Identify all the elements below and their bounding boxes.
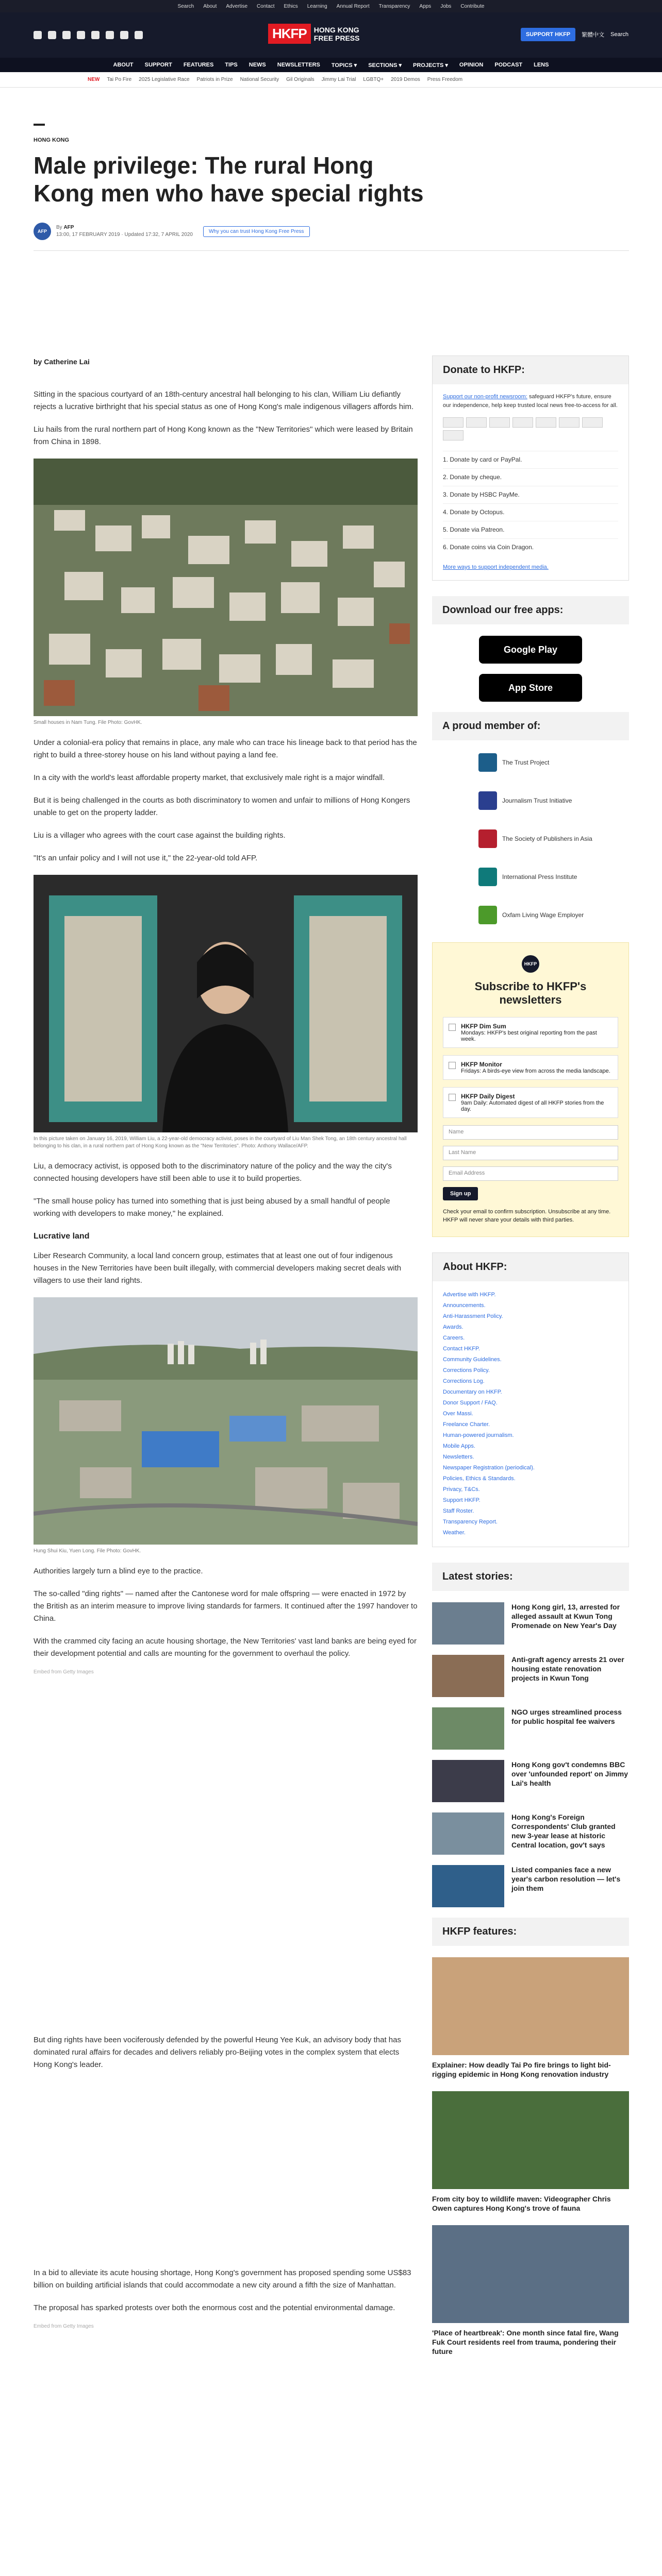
feature-title[interactable]: 'Place of heartbreak': One month since fatal fire, Wang Fuk Court residents reel from trauma, pondering their future [432,2329,619,2355]
language-link[interactable]: 繁體中文 [582,32,605,38]
trending-item[interactable]: 2019 Demos [391,77,420,82]
topbar-apps[interactable]: Apps [419,3,432,9]
latest-title: Latest stories: [432,1563,629,1591]
story-card[interactable] [432,1655,629,1697]
member-logo[interactable] [478,828,629,850]
about-link[interactable]: Staff Roster. [443,1508,474,1514]
telegram-icon[interactable] [120,31,128,39]
byline-dates: 13:00, 17 FEBRUARY 2019 · Updated 17:32, 7 APRIL 2020 [56,232,193,238]
paragraph: "It's an unfair policy and I will not use it," the 22-year-old told AFP. [34,854,258,862]
story-card[interactable] [432,1602,629,1645]
newsletter-desc: Mondays: HKFP's best original reporting from the past week. [461,1030,597,1042]
about-link[interactable]: Freelance Charter. [443,1421,490,1428]
topbar-learning[interactable]: Learning [307,3,327,9]
nav-about[interactable]: ABOUT [113,62,134,68]
byline-text [56,224,193,239]
app-store-label: App Store [508,682,553,693]
feature-card[interactable] [432,1957,629,2079]
section-heading: Lucrative land [34,1232,90,1241]
newsletter-box [432,942,629,1237]
trending-item[interactable]: 2025 Legislative Race [139,77,190,82]
more-ways-link[interactable]: More ways to support independent media. [443,564,549,570]
member-name: Journalism Trust Initiative [502,797,572,804]
feature-title[interactable]: From city boy to wildlife maven: Videographer Chris Owen captures Hong Kong's trove of fauna [432,2195,611,2212]
feature-image [432,1957,629,2055]
about-link[interactable]: Corrections Log. [443,1378,485,1384]
nav-support[interactable]: SUPPORT [144,62,172,68]
donate-title: Donate to HKFP: [433,356,628,384]
threads-icon[interactable] [77,31,85,39]
story-thumbnail [432,1760,504,1802]
nav-newsletters[interactable]: NEWSLETTERS [277,62,320,68]
member-logos [432,752,629,926]
paragraph: Liu hails from the rural northern part of Hong Kong known as the "New Territories" which were leased by Britain from China in 1898. [34,425,413,446]
visa-icon [466,417,487,428]
donate-option[interactable]: 2. Donate by cheque. [443,468,618,486]
apps-title: Download our free apps: [432,596,629,624]
topbar-transparency[interactable]: Transparency [378,3,410,9]
member-name: International Press Institute [502,873,577,880]
donate-option[interactable]: 6. Donate coins via Coin Dragon. [443,538,618,556]
embed-space [34,2081,418,2267]
newsletter-option[interactable] [443,1087,618,1118]
about-link[interactable]: Advertise with HKFP. [443,1292,496,1298]
paragraph: "The small house policy has turned into something that is just being abused by a small handful of people working with developers to make money," he explained. [34,1197,390,1218]
topbar-ethics[interactable]: Ethics [284,3,298,9]
nav-tips[interactable]: TIPS [225,62,238,68]
story-thumbnail [432,1602,504,1645]
article-header [0,88,662,251]
donate-option[interactable]: 4. Donate by Octopus. [443,503,618,521]
member-name: The Society of Publishers in Asia [502,835,592,842]
feature-card[interactable] [432,2225,629,2356]
about-link[interactable]: Newsletters. [443,1454,474,1460]
amex-icon [489,417,510,428]
topbar-contribute[interactable]: Contribute [460,3,485,9]
donate-options [443,451,618,556]
latest-stories [432,1602,629,1907]
nav-lens[interactable]: LENS [534,62,549,68]
unionpay-icon [536,417,556,428]
author-avatar[interactable]: AFP [34,223,51,240]
ipi-icon [478,868,497,886]
logo-text [314,26,360,42]
newsletter-name: HKFP Daily Digest [461,1093,515,1100]
payme-icon [559,417,580,428]
about-box [432,1252,629,1547]
about-link[interactable]: Transparency Report. [443,1519,498,1525]
about-links [433,1281,628,1547]
paragraph: But it is being challenged in the courts as both discriminatory to women and unfair to millions of Hong Kongers unable to get on the property ladder. [34,796,410,817]
paragraph: But ding rights have been vociferously defended by the powerful Heung Yee Kuk, an advisory body that has dominated rural affairs for decades and delivers reliably pro-Beijing votes in the complex system that elects Hong Kong's leader. [34,2036,401,2069]
trending-bar [0,72,662,88]
google-play-label: Google Play [503,644,558,655]
trending-item[interactable]: LGBTQ+ [363,77,384,82]
about-link[interactable]: Over Massi. [443,1411,473,1417]
header-search-link[interactable]: Search [610,31,628,38]
member-logo[interactable] [478,752,629,773]
topbar-contact[interactable]: Contact [257,3,275,9]
about-link[interactable]: Privacy, T&Cs. [443,1486,480,1493]
story-card[interactable] [432,1812,629,1855]
topbar-annual-report[interactable]: Annual Report [336,3,370,9]
instagram-icon[interactable] [62,31,71,39]
donate-option[interactable]: 1. Donate by card or PayPal. [443,451,618,468]
newsletter-option[interactable] [443,1055,618,1080]
trending-item[interactable]: Jimmy Lai Trial [321,77,356,82]
portrait-photo-illustration [34,875,418,1132]
photo-caption: In this picture taken on January 16, 2019, William Liu, a 22-year-old democracy activist, poses in the courtyard of Liu Man Shek Tong, an 18th century ancestral hall belonging to his clan, in a rural northern part of Hong Kong known as the "New Territories". Photo: Anthony Wallace/AFP. [34,1136,407,1149]
about-link[interactable]: Careers. [443,1335,465,1341]
donate-text: safeguard HKFP's future, ensure our independence, help keep trusted local news free-to-access for all. [443,394,618,409]
about-link[interactable]: Newspaper Registration (periodical). [443,1465,535,1471]
story-thumbnail [432,1655,504,1697]
story-thumbnail [432,1865,504,1907]
embed-credit[interactable]: Embed from Getty Images [34,1669,94,1675]
story-title[interactable]: Hong Kong's Foreign Correspondents' Club granted new 3-year lease at historic Central location, gov't says [511,1813,616,1849]
kicker-rule [34,124,45,126]
app-store-button[interactable] [479,674,582,702]
top-utility-bar [0,0,662,12]
aerial-photo-illustration [34,1297,418,1545]
about-title: About HKFP: [433,1253,628,1281]
mastercard-icon [443,417,464,428]
newsletter-note: Check your email to confirm subscription. Unsubscribe at any time. HKFP will never share your details with third parties. [443,1209,611,1223]
paragraph: Sitting in the spacious courtyard of an 18th-century ancestral hall belonging to his clan, William Liu defiantly rejects a lucrative birthright that his special status as one of Hong Kong's male indigenous villagers affords him. [34,390,414,411]
trending-item[interactable]: Tai Po Fire [107,77,132,82]
topbar-jobs[interactable]: Jobs [440,3,452,9]
newsletter-badge: HKFP [522,955,539,973]
story-thumbnail [432,1707,504,1750]
story-thumbnail [432,1812,504,1855]
paragraph: With the crammed city facing an acute housing shortage, the New Territories' vast land banks are being eyed for their development potential and calls are mounting for the government to overhaul the policy. [34,1637,417,1658]
paragraph: Under a colonial-era policy that remains in place, any male who can trace his lineage back to that period has the right to build a three-storey house on his land without paying a land fee. [34,738,417,759]
about-link[interactable]: Policies, Ethics & Standards. [443,1476,516,1482]
member-title: A proud member of: [432,712,629,740]
name-input[interactable]: Name [443,1125,618,1140]
trending-item[interactable]: Gil Originals [286,77,315,82]
byline [34,223,629,251]
byline-by: By [56,225,62,230]
youtube-icon[interactable] [106,31,114,39]
about-link[interactable]: Community Guidelines. [443,1357,502,1363]
paragraph: The so-called "ding rights" — named after the Cantonese word for male offspring — were enacted in 1972 by the British as an interim measure to improve living standards for farmers. It continued after the 1997 handover to China. [34,1589,418,1623]
houses-photo-illustration [34,459,418,716]
logo-line-2: FREE PRESS [313,33,360,42]
paragraph: Liber Research Community, a local land concern group, estimates that at least one out of four indigenous houses in the New Territories have been built illegally, with commercial developers making secret deals with villagers to use their land rights. [34,1251,402,1285]
nav-news[interactable]: NEWS [249,62,266,68]
trending-item[interactable]: National Security [240,77,279,82]
article-kicker[interactable]: HONG KONG [34,137,70,143]
about-link[interactable]: Support HKFP. [443,1497,481,1503]
newsletter-name: HKFP Dim Sum [461,1023,506,1030]
article-photo-houses [34,459,418,716]
story-card[interactable] [432,1865,629,1907]
trending-label: NEW [88,77,100,82]
story-title[interactable]: Hong Kong gov't condemns BBC over 'unfounded report' on Jimmy Lai's health [511,1760,628,1787]
embed-credit[interactable]: Embed from Getty Images [34,2324,94,2329]
article-title: Male privilege: The rural Hong Kong men who have special rights [34,152,424,207]
signup-button[interactable]: Sign up [443,1187,478,1200]
nav-topics[interactable]: TOPICS ▾ [331,62,357,69]
byline-author[interactable]: AFP [63,225,74,230]
trending-item[interactable]: Patriots in Prize [196,77,233,82]
feature-image [432,2225,629,2323]
feature-card[interactable] [432,2091,629,2213]
oxfam-icon [478,906,497,924]
about-link[interactable]: Documentary on HKFP. [443,1389,502,1395]
payment-logos [443,417,618,440]
google-play-button[interactable] [479,636,582,664]
sidebar [432,355,629,2368]
donate-box [432,355,629,581]
nav-projects[interactable]: PROJECTS ▾ [413,62,448,69]
last-name-input[interactable]: Last Name [443,1146,618,1160]
story-title[interactable]: Listed companies face a new year's carbon resolution — let's join them [511,1866,621,1892]
brand-header [0,12,662,58]
about-link[interactable]: Human-powered journalism. [443,1432,514,1438]
facebook-icon[interactable] [34,31,42,39]
newsletter-desc: Fridays: A birds-eye view from across the media landscape. [461,1068,610,1074]
bluesky-icon[interactable] [91,31,100,39]
story-title[interactable]: Anti-graft agency arrests 21 over housing estate renovation projects in Kwun Tong [511,1655,624,1682]
email-icon[interactable] [135,31,143,39]
article-body [34,355,418,2576]
paragraph: Liu is a villager who agrees with the court case against the building rights. [34,831,286,840]
about-link[interactable]: Contact HKFP. [443,1346,480,1352]
article-photo-hung-shui-kiu [34,1297,418,1545]
trust-button[interactable]: Why you can trust Hong Kong Free Press [203,226,310,237]
trust-project-icon [478,753,497,772]
nav-sections[interactable]: SECTIONS ▾ [368,62,402,69]
nav-opinion[interactable]: OPINION [459,62,484,68]
nav-podcast[interactable]: PODCAST [494,62,523,68]
paragraph: The proposal has sparked protests over both the enormous cost and the potential environmental damage. [34,2303,395,2312]
member-name: The Trust Project [502,759,550,766]
about-link[interactable]: Announcements. [443,1302,486,1309]
member-logo[interactable] [478,866,629,888]
feature-image [432,2091,629,2189]
embed-space [34,1689,418,2034]
newsletter-checkbox[interactable] [449,1094,456,1101]
member-logo[interactable] [478,790,629,811]
donate-option[interactable]: 5. Donate via Patreon. [443,521,618,538]
photo-caption: Hung Shui Kiu, Yuen Long. File Photo: GovHK. [34,1548,141,1554]
nav-features[interactable]: FEATURES [183,62,214,68]
feature-title[interactable]: Explainer: How deadly Tai Po fire brings to light bid-rigging epidemic in Hong Kong renovation industry [432,2061,611,2078]
embed-space [34,2343,418,2576]
octopus-icon [582,417,603,428]
newsletter-desc: 9am Daily: Automated digest of all HKFP stories from the day. [461,1100,604,1112]
paypal-icon [512,417,533,428]
story-card[interactable] [432,1707,629,1750]
newsletter-option[interactable] [443,1017,618,1048]
about-link[interactable]: Donor Support / FAQ. [443,1400,498,1406]
sopa-icon [478,829,497,848]
paragraph: In a city with the world's least affordable property market, that exclusively male right is a major windfall. [34,773,385,782]
article-photo-william-liu [34,875,418,1132]
site-logo[interactable] [268,24,359,44]
about-link[interactable]: Anti-Harassment Policy. [443,1313,503,1319]
about-link[interactable]: Awards. [443,1324,464,1330]
social-links [34,31,143,39]
features-title: HKFP features: [432,1918,629,1946]
story-title[interactable]: NGO urges streamlined process for public hospital fee waivers [511,1708,622,1725]
member-logo[interactable] [478,904,629,926]
paragraph: Liu, a democracy activist, is opposed both to the discriminatory nature of the policy and the way the city's connected housing developers have still been able to use it to build properties. [34,1162,392,1183]
topbar-about[interactable]: About [203,3,217,9]
newsletter-checkbox[interactable] [449,1062,456,1069]
donate-link[interactable]: Support our non-profit newsroom: [443,394,527,400]
donate-option[interactable]: 3. Donate by HSBC PayMe. [443,486,618,503]
story-title[interactable]: Hong Kong girl, 13, arrested for alleged assault at Kwun Tong Promenade on New Year's Day [511,1603,620,1630]
logo-mark: HKFP [268,24,311,44]
newsletter-checkbox[interactable] [449,1024,456,1031]
support-hkfp-button[interactable]: SUPPORT HKFP [521,28,575,41]
x-icon[interactable] [48,31,56,39]
paragraph: In a bid to alleviate its acute housing shortage, Hong Kong's government has proposed spending some US$83 billion on building artificial islands that could accommodate a new city around a fifth the size of Manhattan. [34,2268,411,2290]
photo-caption: Small houses in Nam Tung. File Photo: GovHK. [34,720,142,725]
logo-line-1: HONG KONG [313,25,359,34]
about-link[interactable]: Corrections Policy. [443,1367,490,1374]
newsletter-name: HKFP Monitor [461,1061,502,1068]
about-link[interactable]: Mobile Apps. [443,1443,475,1449]
trending-item[interactable]: Press Freedom [427,77,463,82]
jti-icon [478,791,497,810]
topbar-advertise[interactable]: Advertise [226,3,248,9]
paragraph: Authorities largely turn a blind eye to the practice. [34,1567,203,1575]
about-link[interactable]: Weather. [443,1530,466,1536]
newsletter-title: Subscribe to HKFP's newsletters [474,980,587,1006]
article-author: by Catherine Lai [34,358,90,366]
email-input[interactable]: Email Address [443,1166,618,1181]
main-nav [0,58,662,72]
member-name: Oxfam Living Wage Employer [502,911,584,919]
story-card[interactable] [432,1760,629,1802]
patreon-icon [443,430,464,440]
topbar-search[interactable]: Search [177,3,194,9]
